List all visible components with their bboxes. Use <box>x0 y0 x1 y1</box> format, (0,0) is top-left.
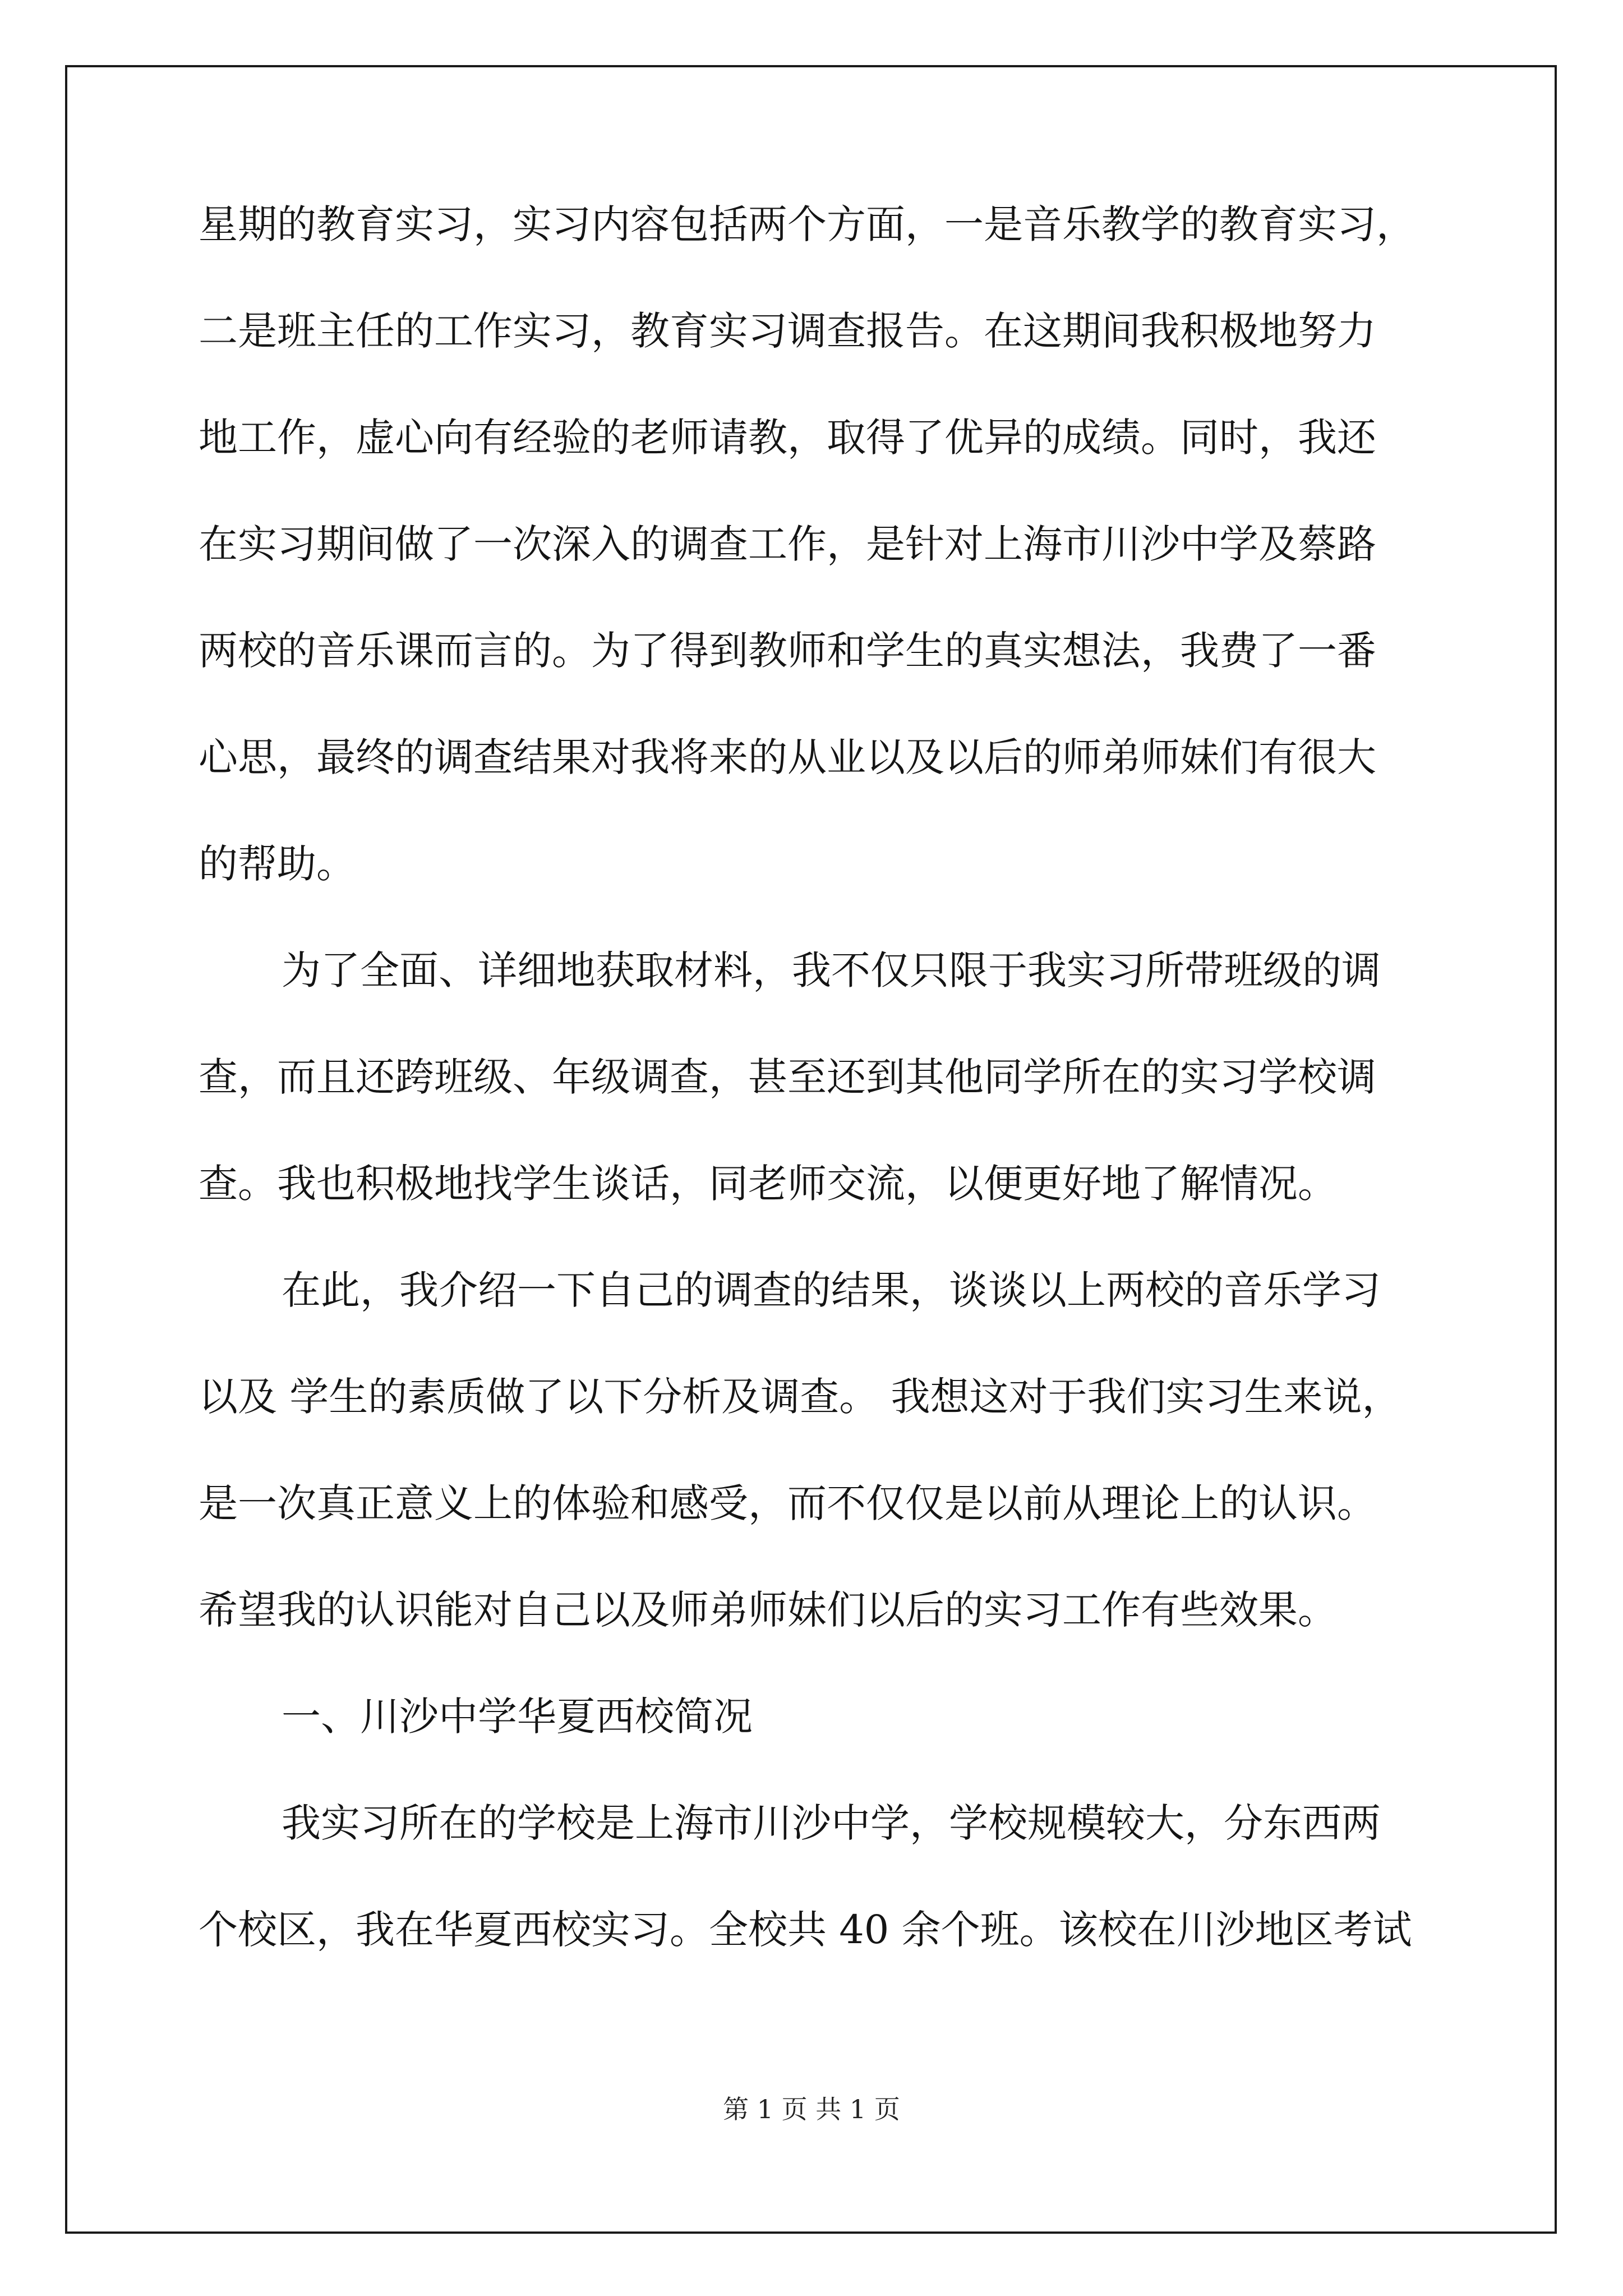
paragraph-start-line: 为了全面、详细地获取材料，我不仅只限于我实习所带班级的调 <box>282 947 1381 993</box>
paragraph-start-line: 我实习所在的学校是上海市川沙中学，学校规模较大，分东西两 <box>282 1800 1381 1846</box>
text-line: 查，而且还跨班级、年级调查，甚至还到其他同学所在的实习学校调 <box>199 1054 1376 1100</box>
text-line: 查。我也积极地找学生谈话，同老师交流，以便更好地了解情况。 <box>199 1161 1337 1207</box>
text-line: 地工作，虚心向有经验的老师请教，取得了优异的成绩。同时，我还 <box>199 415 1376 461</box>
text-line: 的帮助。 <box>199 841 356 887</box>
text-line: 以及 学生的素质做了以下分析及调查。 我想这对于我们实习生来说， <box>199 1374 1401 1420</box>
text-line: 在实习期间做了一次深入的调查工作，是针对上海市川沙中学及蔡路 <box>199 521 1376 567</box>
text-line: 希望我的认识能对自己以及师弟师妹们以后的实习工作有些效果。 <box>199 1587 1337 1633</box>
page-footer: 第 1 页 共 1 页 <box>723 2094 900 2124</box>
text-line: 是一次真正意义上的体验和感受，而不仅仅是以前从理论上的认识。 <box>199 1480 1376 1526</box>
text-line: 二是班主任的工作实习，教育实习调查报告。在这期间我积极地努力 <box>199 308 1376 354</box>
text-line: 两校的音乐课而言的。为了得到教师和学生的真实想法，我费了一番 <box>199 628 1376 674</box>
text-line: 星期的教育实习，实习内容包括两个方面，一是音乐教学的教育实习， <box>199 201 1415 247</box>
paragraph-start-line: 在此，我介绍一下自己的调查的结果，谈谈以上两校的音乐学习 <box>282 1267 1381 1313</box>
text-line: 心思，最终的调查结果对我将来的从业以及以后的师弟师妹们有很大 <box>199 734 1376 780</box>
section-heading: 一、川沙中学华夏西校简况 <box>282 1694 753 1740</box>
text-line: 个校区，我在华夏西校实习。全校共 40 余个班。该校在川沙地区考试 <box>199 1907 1412 1953</box>
